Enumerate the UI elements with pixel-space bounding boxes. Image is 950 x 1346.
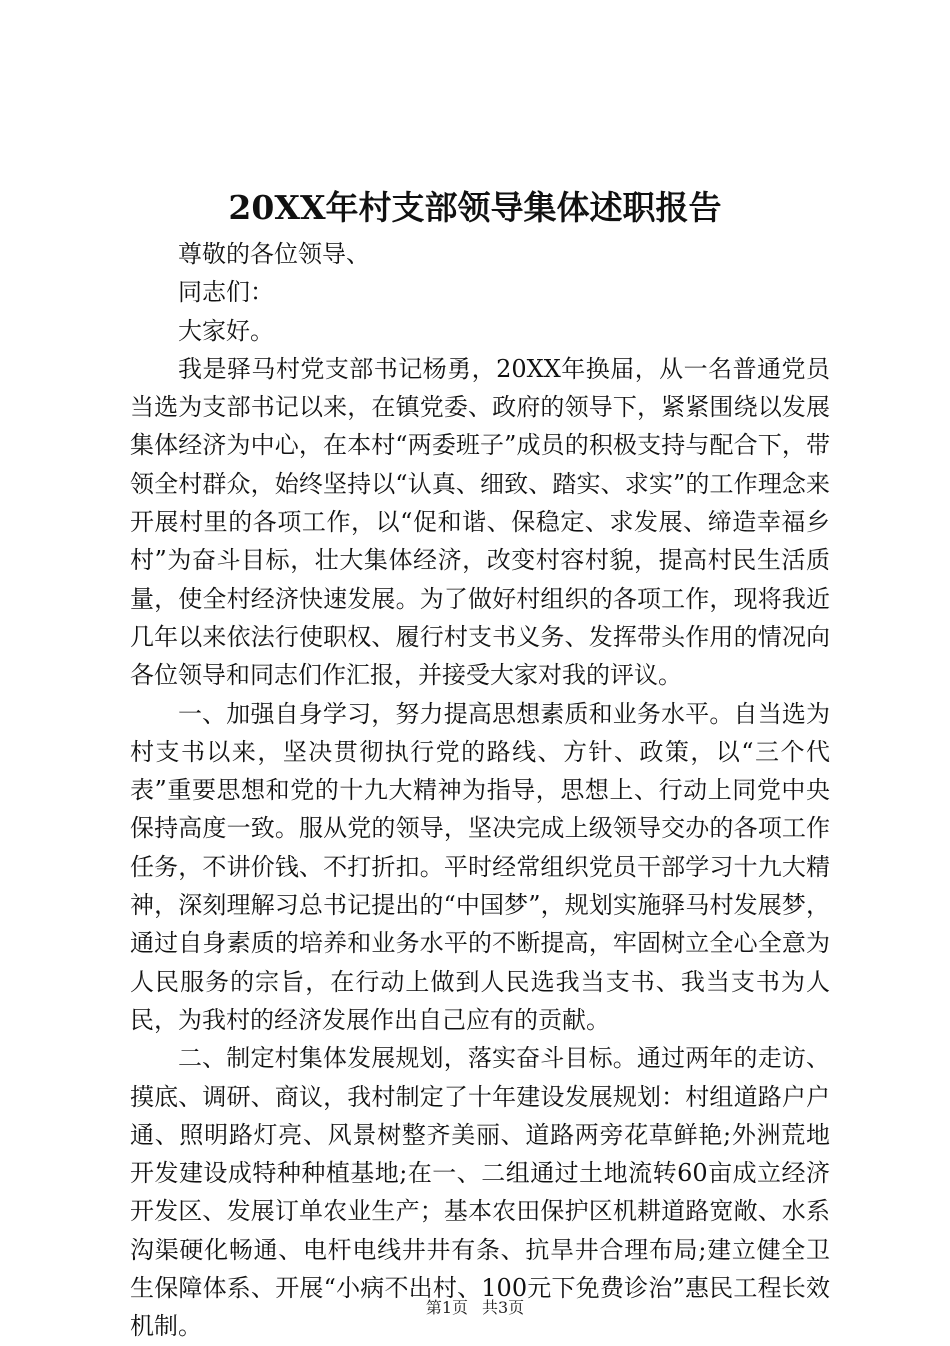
page-footer [0, 1297, 950, 1319]
body-paragraph: 一、加强自身学习，努力提高思想素质和业务水平。自当选为村支书以来，坚决贯彻执行党的路线、方针、政策，以“三个代表”重要思想和党的十九大精神为指导，思想上、行动上同党中央保持高度一致。服从党的领导，坚决完成上级领导交办的各项工作任务，不讲价钱、不打折扣。平时经常组织党员干部学习十九大精神，深刻理解习总书记提出的“中国梦”，规划实施驿马村发展梦，通过自身素质的培养和业务水平的不断提高，牢固树立全心全意为人民服务的宗旨，在行动上做到人民选我当支书、我当支书为人民，为我村的经济发展作出自己应有的贡献。 [130, 699, 830, 1034]
document-body [130, 235, 830, 1346]
salutation-line-2: 同志们： [178, 278, 274, 307]
salutation-line-1: 尊敬的各位领导、 [178, 240, 370, 268]
page-total: 共3页 [482, 1298, 525, 1317]
body-paragraph: 我是驿马村党支部书记杨勇，20XX年换届，从一名普通党员当选为支部书记以来，在镇党委、政府的领导下，紧紧围绕以发展集体经济为中心，在本村“两委班子”成员的积极支持与配合下，带领全村群众，始终坚持以“认真、细致、踏实、求实”的工作理念来开展村里的各项工作，以“促和谐、保稳定、求发展、缔造幸福乡村”为奋斗目标，壮大集体经济，改变村容村貌，提高村民生活质量，使全村经济快速发展。为了做好村组织的各项工作，现将我近几年以来依法行使职权、履行村支书义务、发挥带头作用的情况向各位领导和同志们作汇报，并接受大家对我的评议。 [130, 354, 830, 690]
greeting: 大家好。 [178, 316, 274, 345]
body-paragraph: 二、制定村集体发展规划，落实奋斗目标。通过两年的走访、摸底、调研、商议，我村制定了十年建设发展规划：村组道路户户通、照明路灯亮、风景树整齐美丽、道路两旁花草鲜艳;外洲荒地开发建设成特种种植基地;在一、二组通过土地流转60亩成立经济开发区、发展订单农业生产；基本农田保护区机耕道路宽敞、水系沟渠硬化畅通、电杆电线井井有条、抗旱井合理布局;建立健全卫生保障体系、开展“小病不出村、100元下免费诊治”惠民工程长效机制。 [130, 1044, 830, 1341]
page-number: 第1页 [425, 1298, 468, 1317]
document-title: 20XX年村支部领导集体述职报告 [228, 188, 722, 227]
